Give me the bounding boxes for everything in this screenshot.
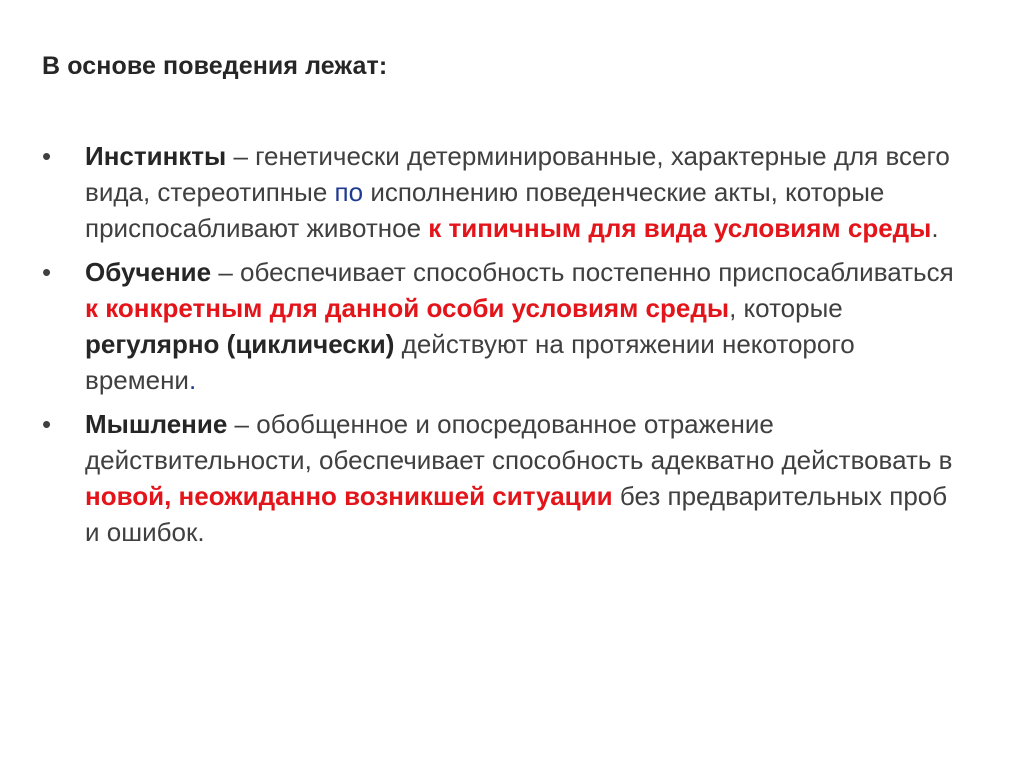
term-thinking: Мышление: [85, 409, 228, 439]
highlight-text: новой, неожиданно возникшей ситуации: [85, 481, 613, 511]
list-item-thinking: [42, 406, 962, 550]
item-text: .: [931, 213, 939, 243]
bullet-icon: •: [42, 257, 52, 287]
list-item-learning: [42, 254, 962, 398]
bullet-icon: •: [42, 409, 52, 439]
term-learning: Обучение: [85, 257, 212, 287]
item-text: исполнению поведенческие акты, которые приспосабливают животное: [85, 177, 885, 243]
highlight-text: к типичным для вида условиям среды: [428, 213, 932, 243]
list-item-instincts: [42, 138, 962, 246]
slide-heading: В основе поведения лежат:: [42, 52, 388, 80]
bold-text: регулярно (циклически): [85, 329, 395, 359]
item-text: действуют на протяжении некоторого времени: [85, 329, 855, 395]
item-text-blue: по: [334, 177, 364, 207]
item-text-blue: .: [188, 365, 197, 395]
item-text: – обобщенное и опосредованное отражение действительности, обеспечивает способность адекватно действовать в: [85, 409, 953, 475]
highlight-text: к конкретным для данной особи условиям среды: [85, 293, 730, 323]
bullet-list: [42, 138, 962, 558]
item-text: без предварительных проб и ошибок.: [85, 481, 948, 547]
item-text: , которые: [729, 293, 843, 323]
term-instincts: Инстинкты: [85, 141, 227, 171]
item-text: – генетически детерминированные, характерные для всего вида, стереотипные: [85, 141, 950, 207]
item-text: – обеспечивает способность постепенно приспосабливаться: [211, 257, 954, 287]
bullet-icon: •: [42, 141, 52, 171]
